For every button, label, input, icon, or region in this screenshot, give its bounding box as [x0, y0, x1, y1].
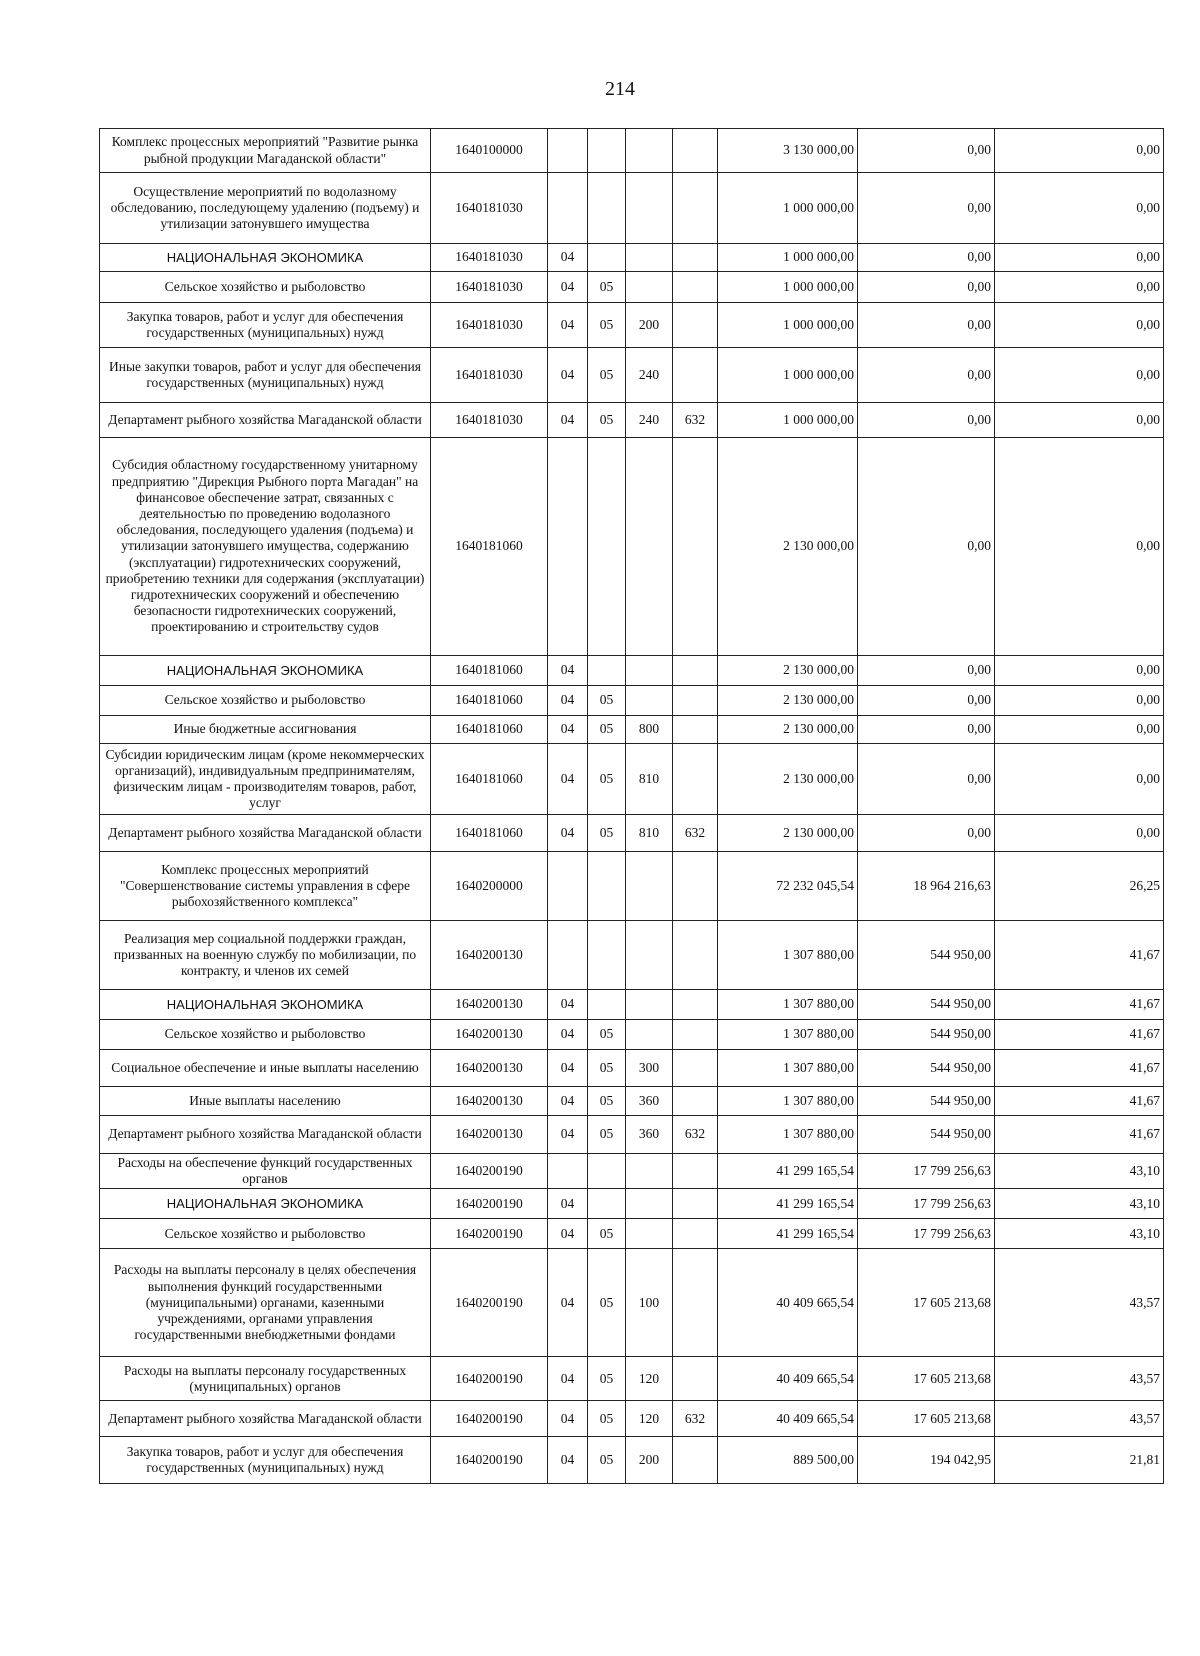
executed-amount-cell: 544 950,00	[858, 1116, 995, 1154]
target-code-cell: 1640181030	[431, 303, 548, 348]
admin-code-cell: 632	[673, 1401, 718, 1437]
section-code-cell	[548, 921, 588, 990]
expense-type-cell	[626, 438, 673, 656]
admin-code-cell	[673, 1219, 718, 1249]
percent-cell: 43,57	[995, 1401, 1164, 1437]
expense-type-cell	[626, 272, 673, 303]
row-name-cell: Департамент рыбного хозяйства Магаданской области	[100, 815, 431, 852]
subsection-code-cell: 05	[588, 1087, 626, 1116]
expense-type-cell: 360	[626, 1087, 673, 1116]
subsection-code-cell: 05	[588, 1357, 626, 1401]
percent-cell: 41,67	[995, 990, 1164, 1020]
target-code-cell: 1640200190	[431, 1189, 548, 1219]
expense-type-cell: 810	[626, 815, 673, 852]
admin-code-cell	[673, 129, 718, 173]
percent-cell: 21,81	[995, 1437, 1164, 1484]
target-code-cell: 1640200190	[431, 1357, 548, 1401]
admin-code-cell	[673, 272, 718, 303]
plan-amount-cell: 1 307 880,00	[718, 1050, 858, 1087]
admin-code-cell	[673, 1357, 718, 1401]
expense-type-cell	[626, 1219, 673, 1249]
table-row	[100, 173, 1164, 244]
expense-type-cell: 240	[626, 348, 673, 403]
plan-amount-cell: 1 000 000,00	[718, 272, 858, 303]
subsection-code-cell: 05	[588, 272, 626, 303]
row-name-cell: Закупка товаров, работ и услуг для обеспечения государственных (муниципальных) нужд	[100, 1437, 431, 1484]
row-name-cell: Реализация мер социальной поддержки граждан, призванных на военную службу по мобилизации, по контракту, и членов их семей	[100, 921, 431, 990]
section-code-cell: 04	[548, 244, 588, 272]
target-code-cell: 1640200130	[431, 1020, 548, 1050]
admin-code-cell	[673, 1087, 718, 1116]
row-name-cell: Закупка товаров, работ и услуг для обеспечения государственных (муниципальных) нужд	[100, 303, 431, 348]
table-row	[100, 656, 1164, 686]
percent-cell: 0,00	[995, 716, 1164, 744]
row-name-cell: Сельское хозяйство и рыболовство	[100, 686, 431, 716]
table-row	[100, 1154, 1164, 1189]
section-code-cell: 04	[548, 1401, 588, 1437]
subsection-code-cell	[588, 1154, 626, 1189]
target-code-cell: 1640200130	[431, 1087, 548, 1116]
table-row	[100, 403, 1164, 438]
target-code-cell: 1640181060	[431, 438, 548, 656]
subsection-code-cell	[588, 990, 626, 1020]
plan-amount-cell: 2 130 000,00	[718, 686, 858, 716]
executed-amount-cell: 0,00	[858, 656, 995, 686]
section-code-cell: 04	[548, 348, 588, 403]
percent-cell: 0,00	[995, 272, 1164, 303]
row-name-cell: НАЦИОНАЛЬНАЯ ЭКОНОМИКА	[100, 990, 431, 1020]
expense-type-cell: 120	[626, 1357, 673, 1401]
percent-cell: 43,57	[995, 1357, 1164, 1401]
executed-amount-cell: 17 799 256,63	[858, 1189, 995, 1219]
executed-amount-cell: 18 964 216,63	[858, 852, 995, 921]
percent-cell: 43,10	[995, 1219, 1164, 1249]
table-row	[100, 815, 1164, 852]
plan-amount-cell: 2 130 000,00	[718, 438, 858, 656]
section-code-cell: 04	[548, 272, 588, 303]
percent-cell: 41,67	[995, 1087, 1164, 1116]
row-name-cell: Иные выплаты населению	[100, 1087, 431, 1116]
percent-cell: 26,25	[995, 852, 1164, 921]
admin-code-cell	[673, 1189, 718, 1219]
table-row	[100, 303, 1164, 348]
expense-type-cell	[626, 686, 673, 716]
table-row	[100, 1437, 1164, 1484]
plan-amount-cell: 889 500,00	[718, 1437, 858, 1484]
plan-amount-cell: 2 130 000,00	[718, 815, 858, 852]
percent-cell: 0,00	[995, 348, 1164, 403]
expense-type-cell	[626, 1020, 673, 1050]
page-number: 214	[605, 78, 635, 100]
percent-cell: 0,00	[995, 656, 1164, 686]
plan-amount-cell: 2 130 000,00	[718, 744, 858, 815]
row-name-cell: Сельское хозяйство и рыболовство	[100, 1020, 431, 1050]
admin-code-cell	[673, 173, 718, 244]
percent-cell: 0,00	[995, 438, 1164, 656]
table-row	[100, 438, 1164, 656]
table-row	[100, 852, 1164, 921]
table-row	[100, 1189, 1164, 1219]
percent-cell: 41,67	[995, 1050, 1164, 1087]
executed-amount-cell: 17 605 213,68	[858, 1401, 995, 1437]
budget-table	[99, 128, 1164, 1484]
table-row	[100, 1219, 1164, 1249]
admin-code-cell	[673, 303, 718, 348]
row-name-cell: Социальное обеспечение и иные выплаты населению	[100, 1050, 431, 1087]
executed-amount-cell: 17 605 213,68	[858, 1249, 995, 1357]
executed-amount-cell: 0,00	[858, 438, 995, 656]
section-code-cell: 04	[548, 716, 588, 744]
percent-cell: 0,00	[995, 686, 1164, 716]
target-code-cell: 1640200130	[431, 921, 548, 990]
table-body	[100, 129, 1164, 1484]
expense-type-cell: 120	[626, 1401, 673, 1437]
row-name-cell: Иные закупки товаров, работ и услуг для обеспечения государственных (муниципальных) нужд	[100, 348, 431, 403]
admin-code-cell	[673, 1050, 718, 1087]
row-name-cell: Осуществление мероприятий по водолазному обследованию, последующему удалению (подъему) и утилизации затонувшего имущества	[100, 173, 431, 244]
table-row	[100, 348, 1164, 403]
subsection-code-cell: 05	[588, 1050, 626, 1087]
plan-amount-cell: 40 409 665,54	[718, 1357, 858, 1401]
admin-code-cell	[673, 1437, 718, 1484]
section-code-cell: 04	[548, 1189, 588, 1219]
section-code-cell: 04	[548, 1357, 588, 1401]
admin-code-cell	[673, 716, 718, 744]
admin-code-cell: 632	[673, 1116, 718, 1154]
plan-amount-cell: 1 307 880,00	[718, 990, 858, 1020]
executed-amount-cell: 544 950,00	[858, 1087, 995, 1116]
executed-amount-cell: 0,00	[858, 744, 995, 815]
subsection-code-cell: 05	[588, 1219, 626, 1249]
subsection-code-cell	[588, 438, 626, 656]
target-code-cell: 1640200130	[431, 1116, 548, 1154]
section-code-cell: 04	[548, 1249, 588, 1357]
expense-type-cell	[626, 990, 673, 1020]
expense-type-cell: 200	[626, 1437, 673, 1484]
subsection-code-cell	[588, 921, 626, 990]
executed-amount-cell: 544 950,00	[858, 921, 995, 990]
admin-code-cell	[673, 1249, 718, 1357]
percent-cell: 41,67	[995, 1020, 1164, 1050]
section-code-cell: 04	[548, 686, 588, 716]
target-code-cell: 1640181030	[431, 244, 548, 272]
section-code-cell: 04	[548, 1219, 588, 1249]
expense-type-cell: 200	[626, 303, 673, 348]
executed-amount-cell: 17 799 256,63	[858, 1154, 995, 1189]
executed-amount-cell: 0,00	[858, 129, 995, 173]
executed-amount-cell: 17 605 213,68	[858, 1357, 995, 1401]
expense-type-cell	[626, 173, 673, 244]
section-code-cell: 04	[548, 815, 588, 852]
target-code-cell: 1640181060	[431, 815, 548, 852]
subsection-code-cell	[588, 852, 626, 921]
percent-cell: 0,00	[995, 303, 1164, 348]
subsection-code-cell: 05	[588, 403, 626, 438]
expense-type-cell	[626, 129, 673, 173]
executed-amount-cell: 0,00	[858, 403, 995, 438]
executed-amount-cell: 0,00	[858, 348, 995, 403]
subsection-code-cell: 05	[588, 1249, 626, 1357]
plan-amount-cell: 41 299 165,54	[718, 1219, 858, 1249]
plan-amount-cell: 3 130 000,00	[718, 129, 858, 173]
percent-cell: 43,10	[995, 1189, 1164, 1219]
target-code-cell: 1640200190	[431, 1154, 548, 1189]
plan-amount-cell: 1 000 000,00	[718, 348, 858, 403]
expense-type-cell: 240	[626, 403, 673, 438]
row-name-cell: Сельское хозяйство и рыболовство	[100, 1219, 431, 1249]
subsection-code-cell: 05	[588, 348, 626, 403]
admin-code-cell	[673, 656, 718, 686]
expense-type-cell	[626, 244, 673, 272]
section-code-cell: 04	[548, 303, 588, 348]
target-code-cell: 1640181060	[431, 716, 548, 744]
target-code-cell: 1640181030	[431, 173, 548, 244]
section-code-cell: 04	[548, 403, 588, 438]
percent-cell: 0,00	[995, 173, 1164, 244]
section-code-cell	[548, 129, 588, 173]
percent-cell: 43,57	[995, 1249, 1164, 1357]
executed-amount-cell: 0,00	[858, 716, 995, 744]
plan-amount-cell: 40 409 665,54	[718, 1401, 858, 1437]
section-code-cell: 04	[548, 1116, 588, 1154]
section-code-cell	[548, 173, 588, 244]
row-name-cell: Комплекс процессных мероприятий "Развитие рынка рыбной продукции Магаданской области"	[100, 129, 431, 173]
expense-type-cell	[626, 921, 673, 990]
plan-amount-cell: 1 000 000,00	[718, 244, 858, 272]
expense-type-cell	[626, 1189, 673, 1219]
section-code-cell: 04	[548, 990, 588, 1020]
row-name-cell: Иные бюджетные ассигнования	[100, 716, 431, 744]
admin-code-cell	[673, 686, 718, 716]
admin-code-cell	[673, 990, 718, 1020]
table-row	[100, 686, 1164, 716]
target-code-cell: 1640100000	[431, 129, 548, 173]
subsection-code-cell	[588, 244, 626, 272]
subsection-code-cell: 05	[588, 1437, 626, 1484]
expense-type-cell: 360	[626, 1116, 673, 1154]
executed-amount-cell: 0,00	[858, 815, 995, 852]
plan-amount-cell: 1 307 880,00	[718, 1087, 858, 1116]
plan-amount-cell: 2 130 000,00	[718, 656, 858, 686]
expense-type-cell	[626, 1154, 673, 1189]
subsection-code-cell: 05	[588, 1116, 626, 1154]
row-name-cell: Расходы на обеспечение функций государственных органов	[100, 1154, 431, 1189]
table-row	[100, 921, 1164, 990]
expense-type-cell: 100	[626, 1249, 673, 1357]
expense-type-cell	[626, 656, 673, 686]
section-code-cell: 04	[548, 1087, 588, 1116]
table-row	[100, 244, 1164, 272]
target-code-cell: 1640200130	[431, 990, 548, 1020]
table-row	[100, 1116, 1164, 1154]
percent-cell: 0,00	[995, 815, 1164, 852]
target-code-cell: 1640181060	[431, 656, 548, 686]
executed-amount-cell: 544 950,00	[858, 1020, 995, 1050]
section-code-cell: 04	[548, 1020, 588, 1050]
percent-cell: 0,00	[995, 744, 1164, 815]
section-code-cell	[548, 1154, 588, 1189]
subsection-code-cell: 05	[588, 744, 626, 815]
percent-cell: 41,67	[995, 921, 1164, 990]
plan-amount-cell: 40 409 665,54	[718, 1249, 858, 1357]
expense-type-cell: 810	[626, 744, 673, 815]
target-code-cell: 1640200190	[431, 1219, 548, 1249]
admin-code-cell	[673, 1154, 718, 1189]
section-code-cell: 04	[548, 1437, 588, 1484]
target-code-cell: 1640200190	[431, 1249, 548, 1357]
subsection-code-cell: 05	[588, 1401, 626, 1437]
executed-amount-cell: 544 950,00	[858, 990, 995, 1020]
row-name-cell: НАЦИОНАЛЬНАЯ ЭКОНОМИКА	[100, 656, 431, 686]
row-name-cell: Департамент рыбного хозяйства Магаданской области	[100, 1401, 431, 1437]
percent-cell: 0,00	[995, 244, 1164, 272]
subsection-code-cell	[588, 656, 626, 686]
row-name-cell: Сельское хозяйство и рыболовство	[100, 272, 431, 303]
plan-amount-cell: 1 307 880,00	[718, 1116, 858, 1154]
table-row	[100, 1020, 1164, 1050]
plan-amount-cell: 72 232 045,54	[718, 852, 858, 921]
plan-amount-cell: 1 307 880,00	[718, 921, 858, 990]
executed-amount-cell: 17 799 256,63	[858, 1219, 995, 1249]
target-code-cell: 1640181060	[431, 744, 548, 815]
subsection-code-cell	[588, 129, 626, 173]
target-code-cell: 1640200000	[431, 852, 548, 921]
row-name-cell: Комплекс процессных мероприятий "Совершенствование системы управления в сфере рыбохозяйственного комплекса"	[100, 852, 431, 921]
table-row	[100, 716, 1164, 744]
percent-cell: 0,00	[995, 403, 1164, 438]
plan-amount-cell: 41 299 165,54	[718, 1189, 858, 1219]
plan-amount-cell: 2 130 000,00	[718, 716, 858, 744]
row-name-cell: НАЦИОНАЛЬНАЯ ЭКОНОМИКА	[100, 1189, 431, 1219]
admin-code-cell	[673, 852, 718, 921]
admin-code-cell	[673, 438, 718, 656]
target-code-cell: 1640181030	[431, 348, 548, 403]
admin-code-cell	[673, 1020, 718, 1050]
row-name-cell: НАЦИОНАЛЬНАЯ ЭКОНОМИКА	[100, 244, 431, 272]
target-code-cell: 1640181060	[431, 686, 548, 716]
table-row	[100, 1249, 1164, 1357]
admin-code-cell	[673, 921, 718, 990]
executed-amount-cell: 0,00	[858, 173, 995, 244]
executed-amount-cell: 0,00	[858, 303, 995, 348]
expense-type-cell: 300	[626, 1050, 673, 1087]
target-code-cell: 1640200190	[431, 1437, 548, 1484]
subsection-code-cell: 05	[588, 815, 626, 852]
table-row	[100, 1087, 1164, 1116]
target-code-cell: 1640200130	[431, 1050, 548, 1087]
executed-amount-cell: 0,00	[858, 244, 995, 272]
executed-amount-cell: 194 042,95	[858, 1437, 995, 1484]
plan-amount-cell: 1 307 880,00	[718, 1020, 858, 1050]
table-row	[100, 1050, 1164, 1087]
section-code-cell	[548, 852, 588, 921]
subsection-code-cell	[588, 173, 626, 244]
executed-amount-cell: 0,00	[858, 272, 995, 303]
expense-type-cell: 800	[626, 716, 673, 744]
table-row	[100, 990, 1164, 1020]
row-name-cell: Расходы на выплаты персоналу в целях обеспечения выполнения функций государственными (муниципальными) органами, казенными учреждениями, органами управления государственными внебюджетными фондами	[100, 1249, 431, 1357]
table-row	[100, 1401, 1164, 1437]
row-name-cell: Субсидии юридическим лицам (кроме некоммерческих организаций), индивидуальным предпринимателям, физическим лицам - производителям товаров, работ, услуг	[100, 744, 431, 815]
table-row	[100, 744, 1164, 815]
target-code-cell: 1640200190	[431, 1401, 548, 1437]
executed-amount-cell: 544 950,00	[858, 1050, 995, 1087]
section-code-cell: 04	[548, 1050, 588, 1087]
row-name-cell: Расходы на выплаты персоналу государственных (муниципальных) органов	[100, 1357, 431, 1401]
expense-type-cell	[626, 852, 673, 921]
percent-cell: 43,10	[995, 1154, 1164, 1189]
subsection-code-cell: 05	[588, 1020, 626, 1050]
section-code-cell	[548, 438, 588, 656]
admin-code-cell	[673, 244, 718, 272]
admin-code-cell: 632	[673, 815, 718, 852]
executed-amount-cell: 0,00	[858, 686, 995, 716]
target-code-cell: 1640181030	[431, 403, 548, 438]
admin-code-cell: 632	[673, 403, 718, 438]
target-code-cell: 1640181030	[431, 272, 548, 303]
section-code-cell: 04	[548, 656, 588, 686]
row-name-cell: Субсидия областному государственному унитарному предприятию "Дирекция Рыбного порта Магадан" на финансовое обеспечение затрат, связанных с деятельностью по проведению водолазного обследования, последующего удаления (подъема) и утилизации затонувшего имущества, содержанию (эксплуатации) гидротехнических сооружений, приобретению техники для содержания (эксплуатации) гидротехнических сооружений и обеспечению безопасности гидротехнических сооружений, проектированию и строительству судов	[100, 438, 431, 656]
plan-amount-cell: 1 000 000,00	[718, 173, 858, 244]
subsection-code-cell	[588, 1189, 626, 1219]
admin-code-cell	[673, 744, 718, 815]
plan-amount-cell: 1 000 000,00	[718, 403, 858, 438]
table-row	[100, 1357, 1164, 1401]
subsection-code-cell: 05	[588, 303, 626, 348]
table-row	[100, 129, 1164, 173]
row-name-cell: Департамент рыбного хозяйства Магаданской области	[100, 403, 431, 438]
percent-cell: 0,00	[995, 129, 1164, 173]
subsection-code-cell: 05	[588, 686, 626, 716]
percent-cell: 41,67	[995, 1116, 1164, 1154]
plan-amount-cell: 41 299 165,54	[718, 1154, 858, 1189]
table-row	[100, 272, 1164, 303]
plan-amount-cell: 1 000 000,00	[718, 303, 858, 348]
admin-code-cell	[673, 348, 718, 403]
section-code-cell: 04	[548, 744, 588, 815]
subsection-code-cell: 05	[588, 716, 626, 744]
row-name-cell: Департамент рыбного хозяйства Магаданской области	[100, 1116, 431, 1154]
